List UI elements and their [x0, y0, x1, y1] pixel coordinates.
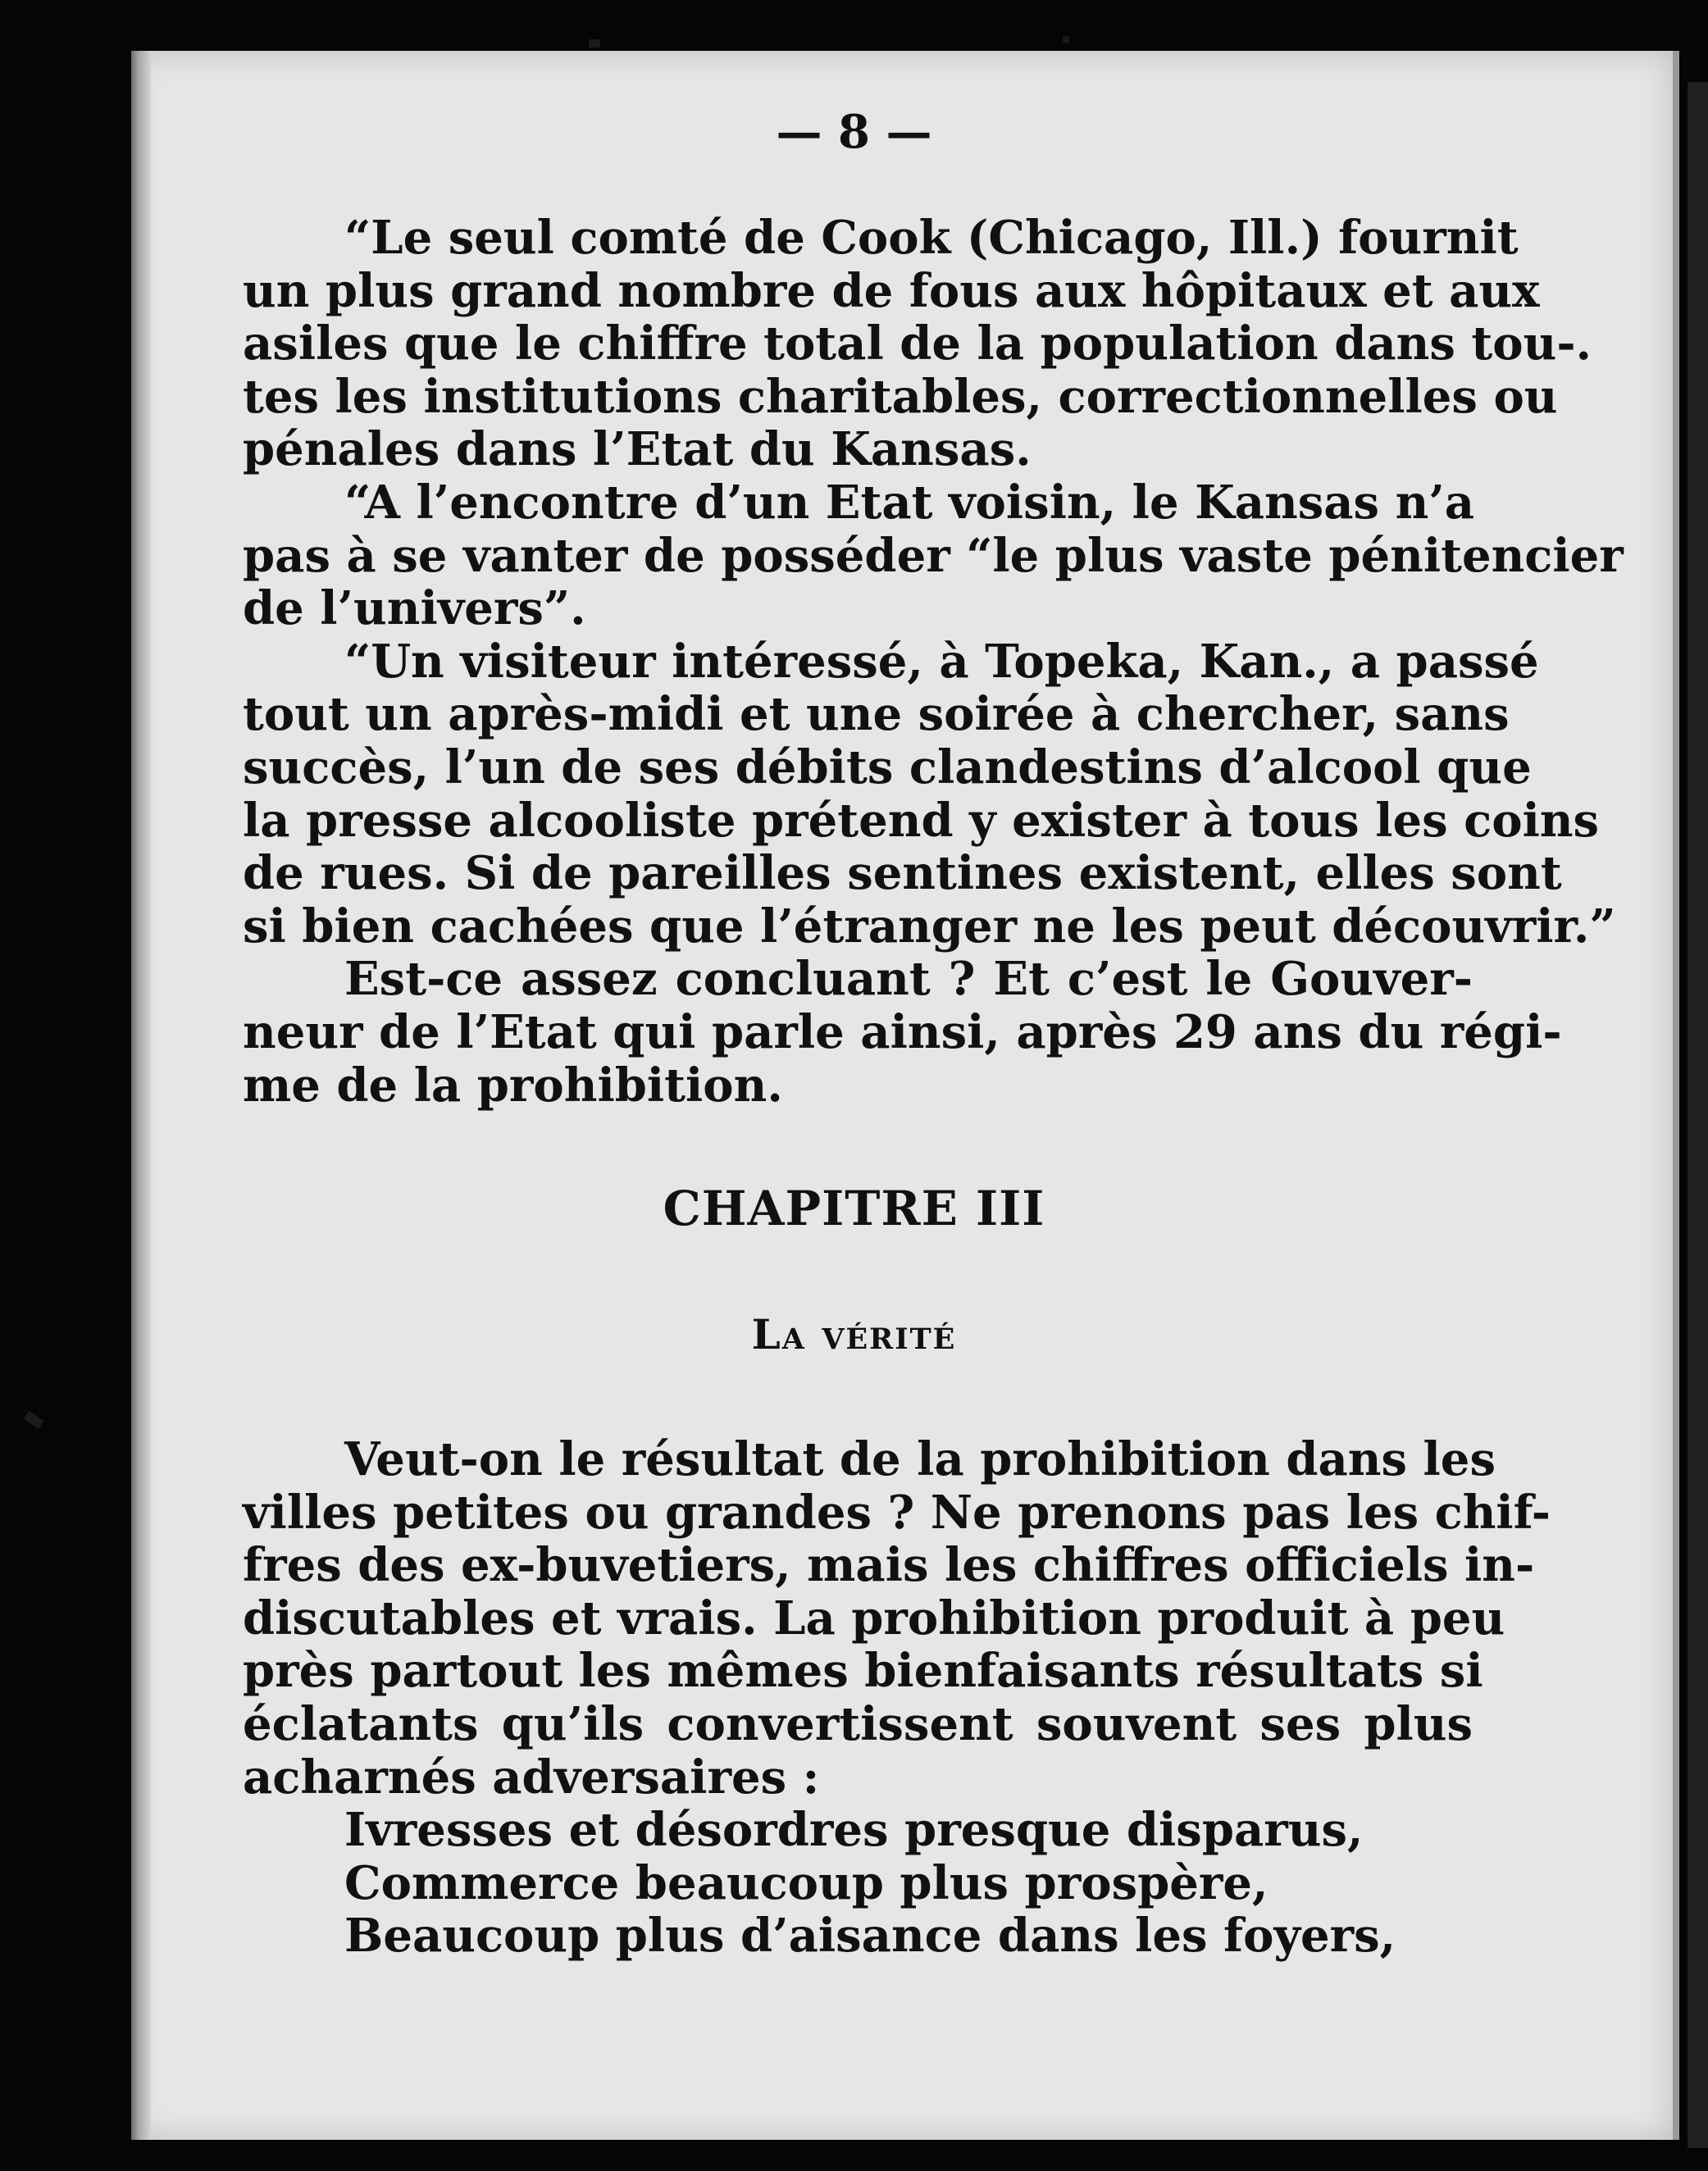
- text-line: me de la prohibition.: [243, 1058, 783, 1113]
- scan-speck: [589, 39, 600, 48]
- text-line: fres des ex-buvetiers, mais les chiffres officiels in-: [243, 1538, 1535, 1593]
- body-text-top: [243, 211, 1624, 1113]
- text-line: pénales dans l’Etat du Kansas.: [243, 422, 1032, 477]
- list-item: Beaucoup plus d’aisance dans les foyers,: [344, 1909, 1396, 1964]
- page-binding-edge: [131, 51, 151, 2140]
- page-number: — 8 —: [776, 105, 932, 159]
- text-line: de l’univers”.: [243, 581, 586, 636]
- text-line: si bien cachées que l’étranger ne les peut découvrir.”: [243, 899, 1616, 954]
- paragraph: [243, 952, 1562, 1113]
- text-line: éclatants qu’ils convertissent souvent ses plus: [243, 1696, 1473, 1751]
- paragraph: [243, 1432, 1551, 1805]
- adjacent-page-edge: [1688, 82, 1708, 2148]
- text-line: “A l’encontre d’un Etat voisin, le Kansas n’a: [344, 475, 1475, 530]
- text-line: villes petites ou grandes ? Ne prenons pas les chif-: [243, 1485, 1551, 1540]
- text-line: Est-ce assez concluant ? Et c’est le Gouver-: [344, 952, 1473, 1007]
- text-line: neur de l’Etat qui parle ainsi, après 29 ans du régi-: [243, 1004, 1562, 1059]
- text-line: acharnés adversaires :: [243, 1750, 820, 1805]
- text-line: Veut-on le résultat de la prohibition dans les: [344, 1432, 1496, 1486]
- text-line: pas à se vanter de posséder “le plus vaste pénitencier: [243, 528, 1624, 583]
- chapter-title: CHAPITRE III: [663, 1181, 1045, 1236]
- list-item: Commerce beaucoup plus prospère,: [344, 1855, 1268, 1910]
- text-line: “Le seul comté de Cook (Chicago, Ill.) fournit: [344, 211, 1519, 265]
- text-line: la presse alcooliste prétend y exister à tous les coins: [243, 793, 1600, 848]
- paragraph: [243, 211, 1592, 477]
- scan-speck: [1063, 36, 1069, 43]
- list: [243, 1804, 1473, 1963]
- paragraph: [243, 634, 1616, 954]
- text-line: tout un après-midi et une soirée à chercher, sans: [243, 687, 1510, 742]
- text-line: près partout les mêmes bienfaisants résultats si: [243, 1644, 1483, 1699]
- text-line: discutables et vrais. La prohibition produit à peu: [243, 1591, 1505, 1645]
- text-line: asiles que le chiffre total de la population dans tou-.: [243, 316, 1592, 371]
- page-right-edge: [1673, 51, 1679, 2140]
- section-title: La vérité: [751, 1310, 957, 1359]
- text-line: un plus grand nombre de fous aux hôpitaux et aux: [243, 263, 1540, 318]
- text-line: de rues. Si de pareilles sentines existent, elles sont: [243, 846, 1562, 901]
- list-item: Ivresses et désordres presque disparus,: [344, 1803, 1364, 1858]
- text-line: succès, l’un de ses débits clandestins d’alcool que: [243, 740, 1532, 794]
- text-line: tes les institutions charitables, correctionnelles ou: [243, 369, 1558, 424]
- text-line: “Un visiteur intéressé, à Topeka, Kan., a passé: [344, 634, 1539, 689]
- body-text-bottom: [243, 1432, 1551, 1964]
- paragraph: [243, 475, 1624, 636]
